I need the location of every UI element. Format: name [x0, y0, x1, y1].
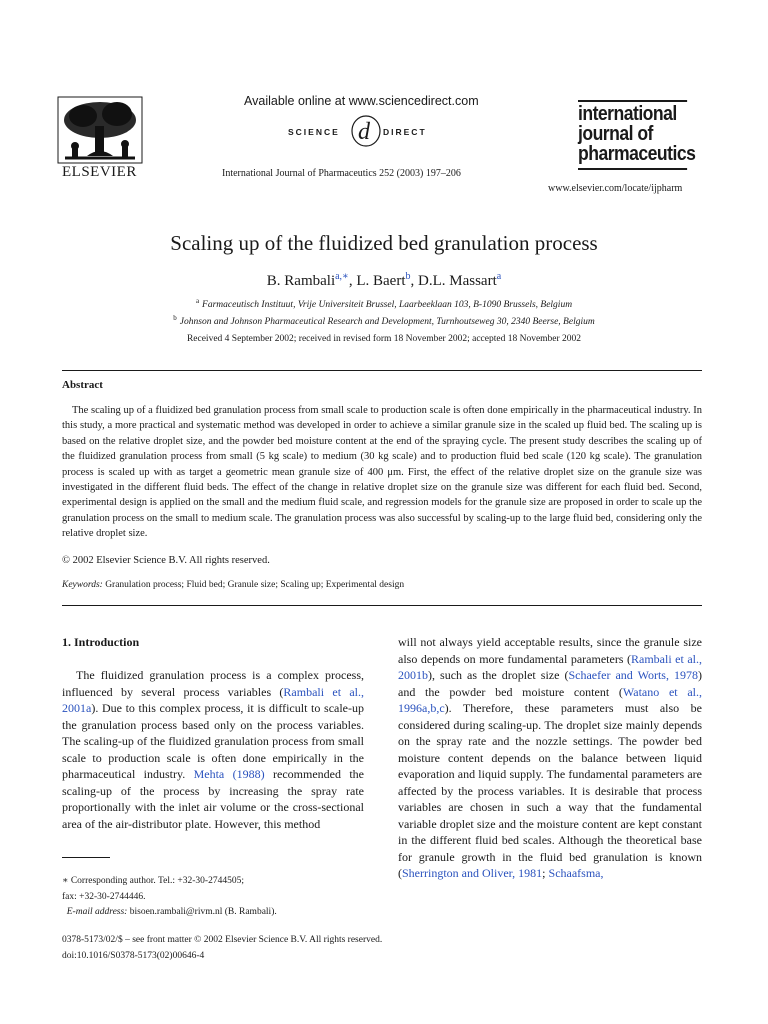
journal-title-logo	[578, 100, 696, 170]
author-name: L. Baert	[356, 273, 406, 289]
sd-logo-science: SCIENCE	[288, 127, 340, 137]
footnote-corresponding: ∗ Corresponding author. Tel.: +32-30-2744505;	[62, 876, 244, 886]
journal-title-line-1: international	[578, 103, 677, 125]
author-separator: ,	[410, 273, 419, 289]
email-address[interactable]: bisoen.rambali@rivm.nl (B. Rambali).	[129, 907, 277, 918]
citation-link[interactable]: Schaafsma,	[548, 866, 604, 880]
email-label: E-mail address:	[66, 907, 128, 918]
paper-title: Scaling up of the fluidized bed granulation process	[170, 231, 598, 255]
abstract-text: The scaling up of a fluidized bed granulation process from small scale to production scale is often done empirically in the pharmaceutical industry. In this study, a more practical and systematic method was developed in order to achieve a similar granule size in the scaled up fluid bed. The scaling up is based on the relative droplet size, and the powder bed moisture content at the end of the spraying cycle. The present study describes the scaling up of the fluidized granulation process from small (5 kg scale) to medium (30 kg scale) and to production fluid bed scale (120 kg scale). The granulation process is scaled up with as target a geometric mean granule size of 400 μm. First, the effect of the relative droplet size on the granule size was investigated in the different fluid beds. The effect of the change in relative droplet size on the granule size was different for each fluid bed. Second, experimental design is applied on the small and the medium fluid scale, and regression models for the granule size are proposed in order to scale up the granulation process on the small to medium scale. The granulation process was also successful by scaling-up to the large fluid bed, considering only the relative droplet size.	[62, 405, 702, 540]
citation-link[interactable]: Rambali et al., 2001b	[398, 651, 703, 682]
journal-title-line-3: pharmaceutics	[578, 143, 696, 165]
journal-url[interactable]: www.elsevier.com/locate/ijpharm	[548, 183, 683, 194]
keywords-text: Granulation process; Fluid bed; Granule size; Scaling up; Experimental design	[105, 580, 405, 590]
doi-line[interactable]: doi:10.1016/S0378-5173(02)00646-4	[62, 950, 205, 961]
intro-paragraph-continued	[398, 634, 702, 882]
author-affiliation-link[interactable]: a,∗	[335, 271, 349, 282]
front-matter	[62, 933, 382, 964]
divider	[62, 605, 702, 606]
science-direct-logo	[286, 114, 446, 148]
keywords-label: Keywords:	[62, 580, 103, 590]
keywords	[62, 580, 404, 590]
sd-logo-mark: d	[358, 119, 370, 145]
author-name: D.L. Massart	[418, 273, 497, 289]
author-name: B. Rambali	[266, 273, 336, 289]
sd-logo-direct: DIRECT	[383, 127, 427, 137]
author-separator: ,	[348, 273, 357, 289]
body-text: ). Therefore, these parameters must also be considered during scaling-up. The droplet size mainly depends on the spray rate and the nozzle settings. The powder bed moisture content depends on the balance between liquid evaporation and liquid supply. The fundamental parameters are affected by the process variables. It is desirable that process variables are chosen in such a way that the fundamental variable droplet size and the moisture content are kept constant in the different fluid bed scales. Although the theoretical base for granule growth in the fluid bed granulation is known (	[398, 701, 702, 880]
section-heading-introduction: 1. Introduction	[62, 635, 140, 649]
author-affiliation-link[interactable]: b	[405, 271, 411, 282]
abstract-copyright: © 2002 Elsevier Science B.V. All rights reserved.	[62, 555, 270, 566]
body-column-left	[62, 667, 364, 832]
elsevier-tree-logo-icon	[57, 96, 143, 164]
journal-title-line-2: journal of	[578, 123, 653, 145]
body-text: ) and the powder bed moisture content (	[398, 668, 702, 699]
publisher-name: ELSEVIER	[62, 164, 137, 180]
received-dates: Received 4 September 2002; received in revised form 18 November 2002; accepted 18 November 2002	[186, 334, 582, 344]
affiliation-text: Farmaceutisch Instituut, Vrije Universiteit Brussel, Laarbeeklaan 103, B-1090 Brussels, Belgium	[202, 300, 573, 311]
citation-link[interactable]: Mehta (1988)	[193, 767, 265, 781]
intro-paragraph	[62, 667, 364, 832]
abstract-heading: Abstract	[62, 379, 103, 391]
affiliation-b	[0, 314, 768, 327]
body-text: recommended the scaling-up of the process by increasing the spray rate proportionally with the inlet air volume or the cross-sectional area of the air-distributor plate. However, this method	[62, 767, 364, 831]
footnote-email-line	[62, 905, 277, 921]
author-list	[0, 271, 768, 290]
citation-link[interactable]: Watano et al., 1996a,b,c	[398, 684, 702, 715]
body-text: will not always yield acceptable results, since the granule size also depends on more fundamental parameters (	[398, 635, 702, 666]
author-affiliation-link[interactable]: a	[496, 271, 502, 282]
issn-line: 0378-5173/02/$ – see front matter © 2002 Elsevier Science B.V. All rights reserved.	[62, 935, 383, 945]
body-text: ). Due to this complex process, it is difficult to scale-up the granulation process based only on the process variables. The scaling-up of the fluidized granulation process from small scale to production scale is often done empirically in the pharmaceutical industry.	[62, 701, 364, 781]
available-online-text: Available online at www.sciencedirect.com	[244, 94, 479, 108]
divider	[62, 370, 702, 371]
footnote-divider	[62, 857, 110, 858]
citation-link[interactable]: Schaefer and Worts, 1978	[568, 668, 698, 682]
journal-citation: International Journal of Pharmaceutics 252 (2003) 197–206	[222, 168, 461, 179]
affiliation-mark: a	[195, 297, 200, 305]
body-column-right	[398, 634, 702, 882]
body-text: ;	[542, 866, 549, 880]
body-text: ), such as the droplet size (	[428, 668, 569, 682]
footnotes	[62, 874, 277, 921]
affiliation-a	[0, 297, 768, 310]
body-text: The fluidized granulation process is a complex process, influenced by several process variables (	[62, 668, 364, 699]
affiliation-mark: b	[173, 314, 177, 322]
footnote-fax: fax: +32-30-2744446.	[62, 891, 146, 902]
abstract-body	[62, 403, 702, 542]
citation-link[interactable]: Sherrington and Oliver, 1981	[402, 866, 543, 880]
affiliation-text: Johnson and Johnson Pharmaceutical Research and Development, Turnhoutseweg 30, 2340 Beerse, Belgium	[179, 317, 595, 328]
citation-link[interactable]: Rambali et al., 2001a	[62, 684, 364, 715]
